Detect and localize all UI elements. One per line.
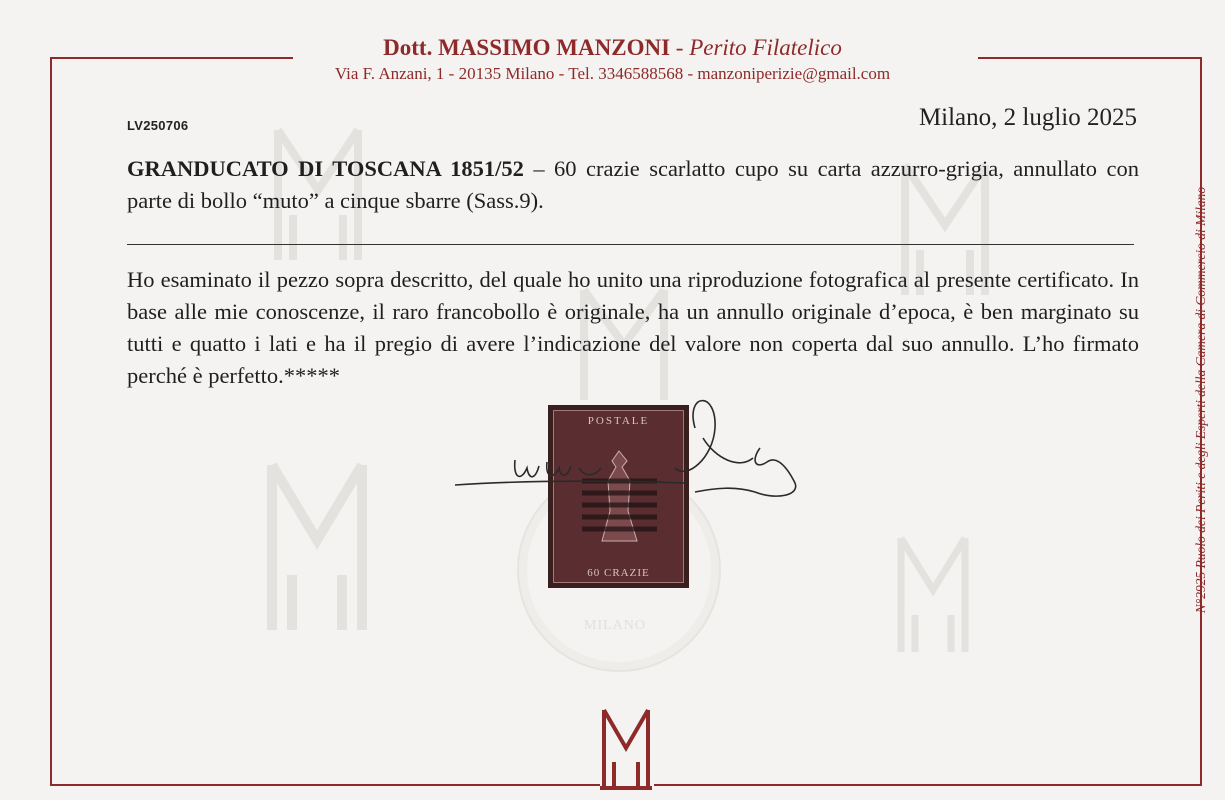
stamp-bottom-text: 60 CRAZIE [587, 567, 650, 579]
registry-note: N°2925 Ruolo dei Periti e degli Esperti della Camera di Commercio di Milano [1193, 186, 1208, 614]
contact-line: Via F. Anzani, 1 - 20135 Milano - Tel. 3346588568 - manzoniperizie@gmail.com [334, 64, 891, 83]
watermark-logo [893, 530, 973, 660]
expert-signature [455, 388, 815, 508]
certificate-date: Milano, 2 luglio 2025 [918, 104, 1137, 131]
seal-text: MILANO [584, 618, 646, 633]
header [0, 34, 1225, 85]
divider [127, 244, 1134, 245]
stamp-top-text: POSTALE [587, 415, 650, 427]
frame-left [50, 57, 52, 786]
name-prefix: Dott. [383, 35, 439, 60]
expert-name: MASSIMO MANZONI [438, 35, 671, 60]
frame-bottom-left [50, 784, 600, 786]
watermark-logo [262, 455, 372, 640]
expert-name-line [0, 34, 1225, 62]
subject-title: GRANDUCATO DI TOSCANA 1851/52 [127, 156, 524, 181]
expert-logo [598, 706, 654, 792]
frame-bottom-right [654, 784, 1202, 786]
subject-detail: – 60 crazie scarlatto cupo su carta azzurro-grigia, annullato con parte di bollo “muto” a cinque sbarre (Sass.9). [127, 156, 1139, 213]
expert-opinion: Ho esaminato il pezzo sopra descritto, del quale ho unito una riproduzione fotografica al presente certificato. In base alle mie conoscenze, il raro francobollo è originale, ha un annullo originale d’epoca, è ben marginato su tutti e quatto i lati e ha il pregio di avere l’indicazione del valore non coperta dal suo annullo. L’ho firmato perché è perfetto.***** [127, 267, 1139, 388]
expert-title: Perito Filatelico [689, 35, 842, 60]
stamp-description [127, 153, 1139, 217]
certificate-id: LV250706 [127, 118, 189, 133]
title-separator: - [670, 35, 690, 60]
